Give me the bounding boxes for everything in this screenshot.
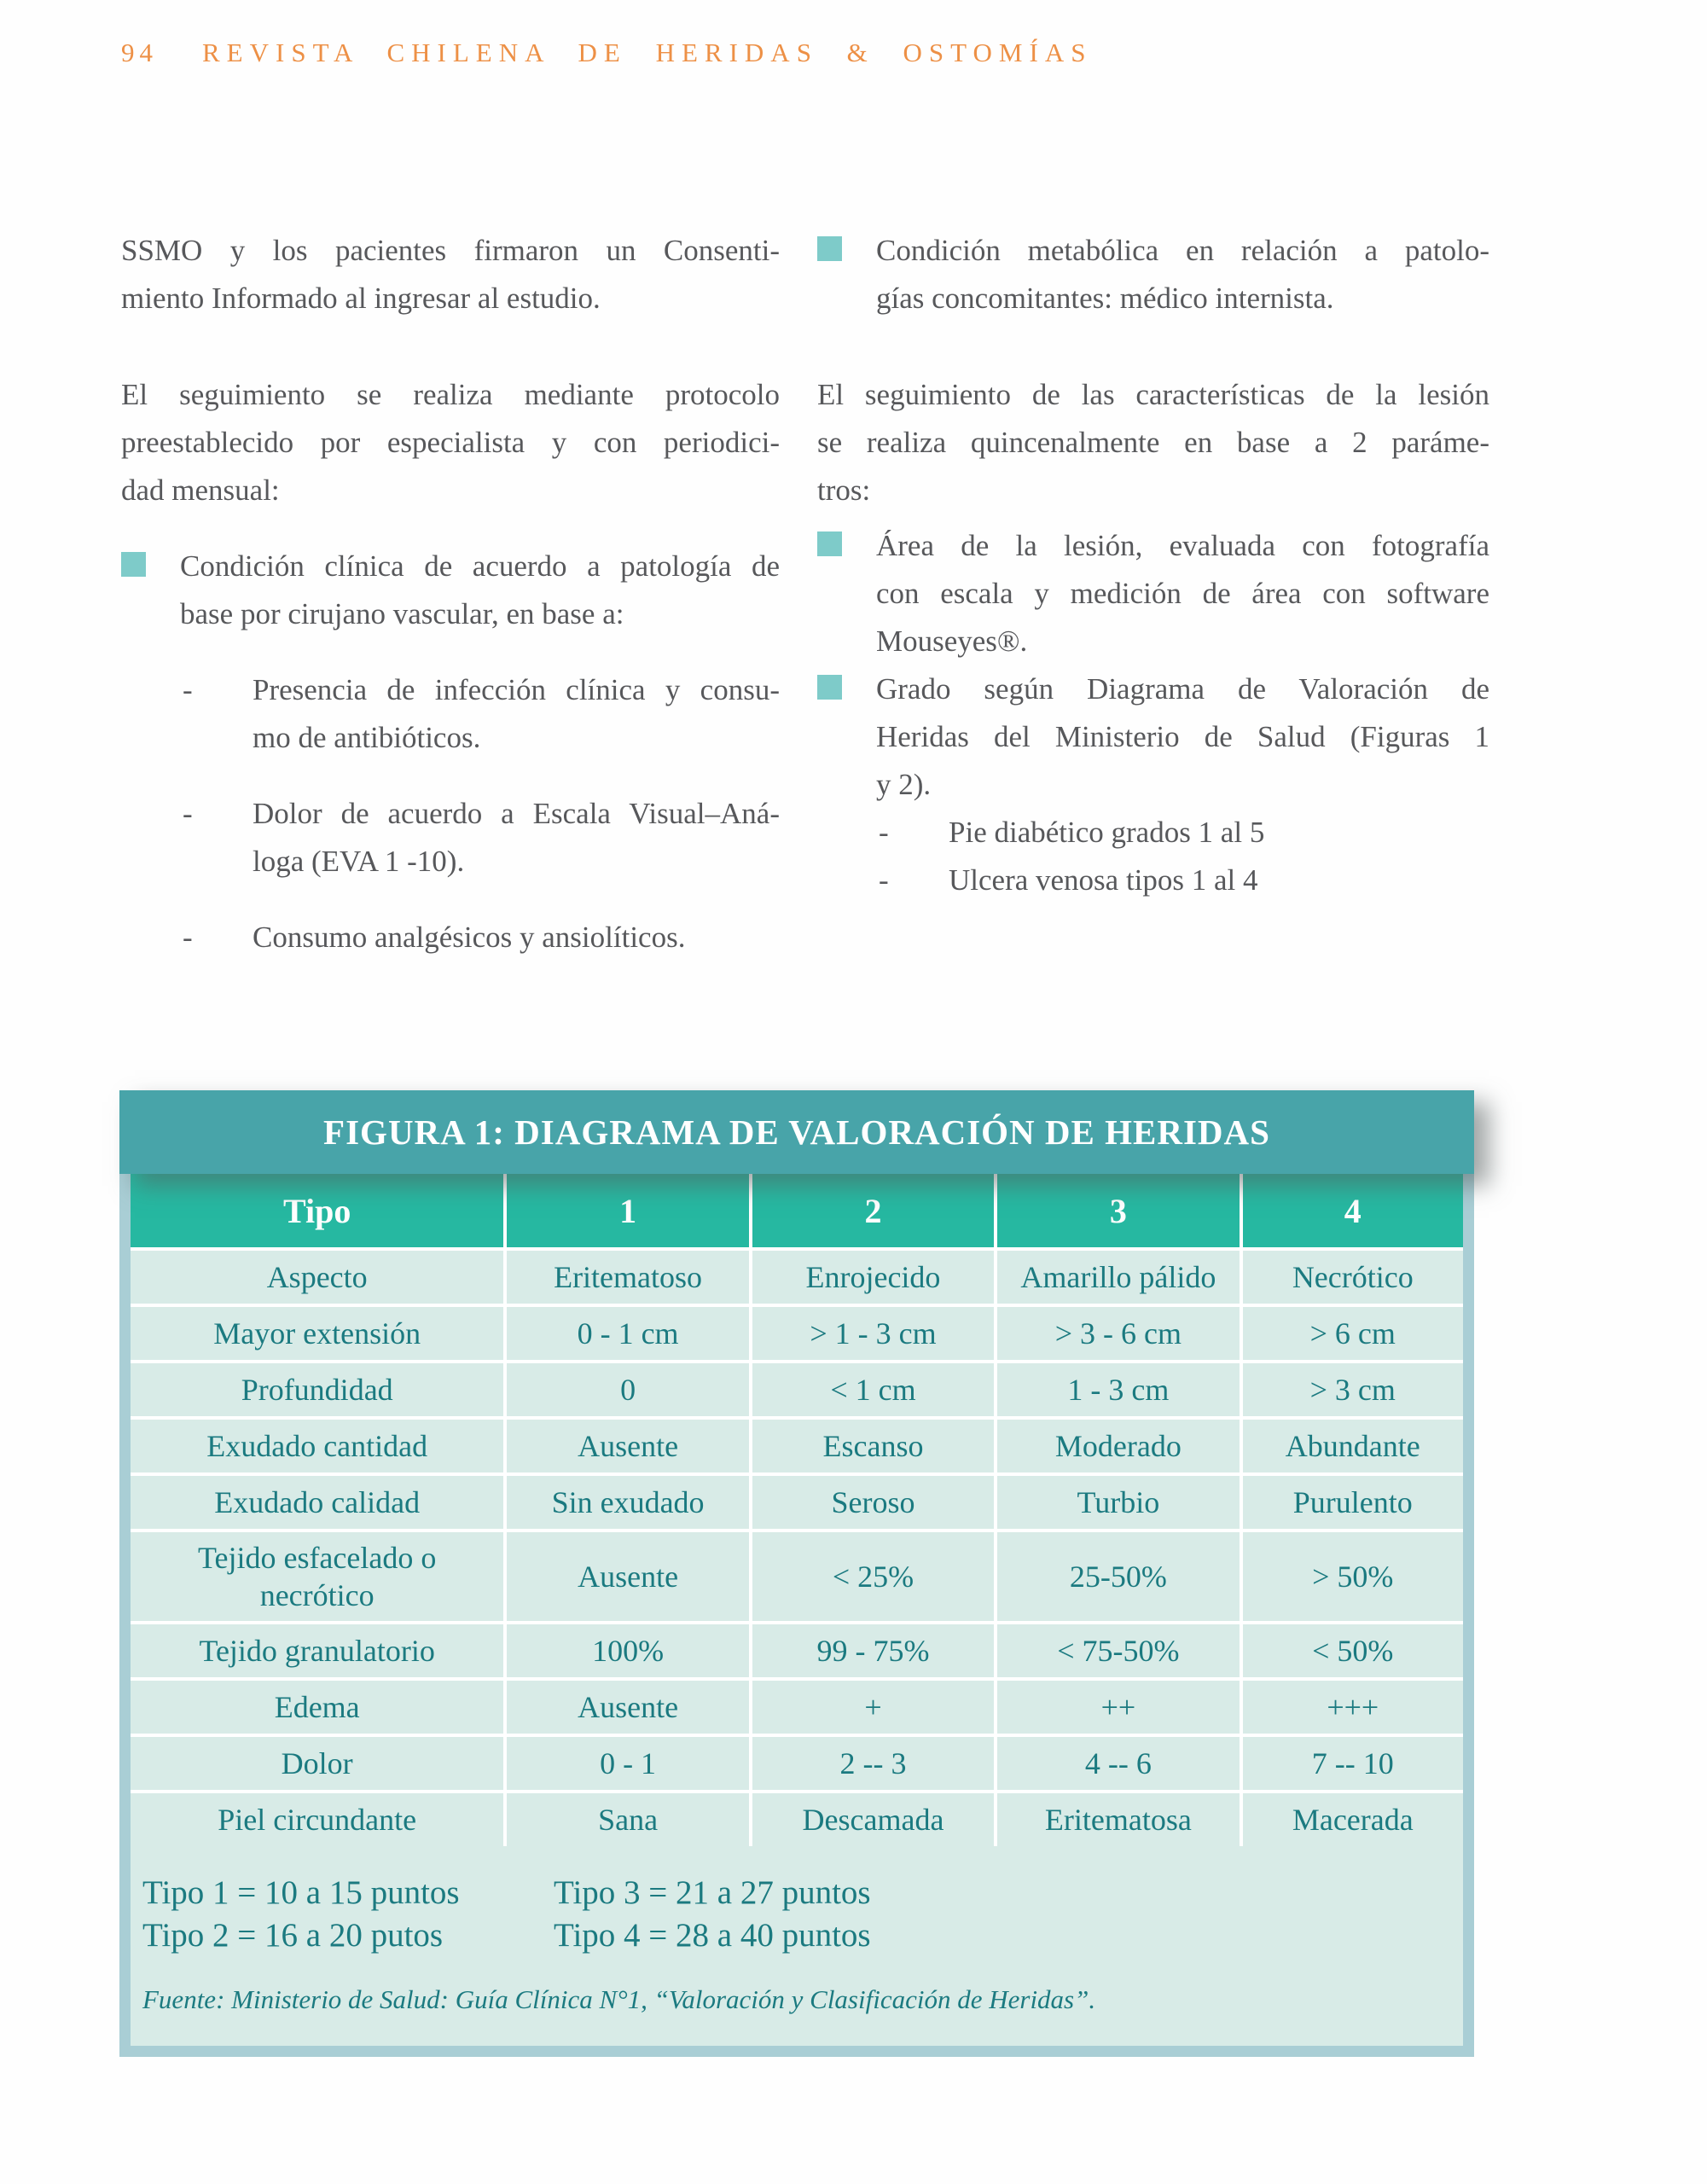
text-line: Ulcera venosa tipos 1 al 4 [949, 863, 1258, 897]
table-header-cell: 1 [503, 1174, 748, 1247]
text-line: y 2). [876, 768, 932, 801]
table-cell: 7 -- 10 [1240, 1737, 1463, 1790]
dash-icon: - [879, 863, 889, 897]
row-label-cell: Tejido esfacelado o necrótico [198, 1541, 437, 1612]
table-cell: Seroso [749, 1476, 994, 1529]
table-cell: > 3 - 6 cm [994, 1307, 1239, 1360]
text-line: gías concomitantes: médico internista. [876, 282, 1334, 315]
table-cell: 0 - 1 cm [503, 1307, 748, 1360]
text-line: Mouseyes®. [876, 624, 1028, 658]
text-line: con escala y medición de área con software [876, 577, 1489, 610]
legend-line: Tipo 4 = 28 a 40 puntos [554, 1917, 871, 1954]
dash-icon: - [183, 673, 193, 706]
table-cell: Enrojecido [749, 1251, 994, 1304]
dash-icon: - [879, 816, 889, 849]
legend-line: Tipo 3 = 21 a 27 puntos [554, 1874, 871, 1911]
bullet-item [817, 227, 1489, 322]
table-cell: Ausente [503, 1532, 748, 1621]
table-row [131, 1677, 1463, 1734]
right-column [817, 227, 1489, 904]
text-line: El seguimiento se realiza mediante protocolo [121, 378, 780, 411]
table-cell: Turbio [994, 1476, 1239, 1529]
subitem-text [949, 809, 1489, 857]
table-cell: Macerada [1240, 1793, 1463, 1846]
bullet-item [817, 665, 1489, 809]
dash-icon: - [183, 921, 193, 954]
table-row [131, 1734, 1463, 1790]
dash-icon: - [183, 797, 193, 830]
page-number: 94 [121, 38, 158, 67]
figure-title: FIGURA 1: DIAGRAMA DE VALORACIÓN DE HERIDAS [323, 1112, 1270, 1152]
text-line: Presencia de infección clínica y consu- [253, 673, 780, 706]
text-line: El seguimiento de las características de la lesión [817, 378, 1489, 411]
paragraph [121, 227, 780, 322]
bullet-square-icon [817, 531, 842, 556]
table-cell: Abundante [1240, 1420, 1463, 1472]
bullet-text [180, 543, 780, 638]
table-cell: 25-50% [994, 1532, 1239, 1621]
row-label-cell: Aspecto [266, 1260, 368, 1294]
bullet-item [817, 522, 1489, 665]
row-label-cell: Piel circundante [218, 1803, 417, 1837]
bullet-text [876, 227, 1489, 322]
bullet-square-icon [121, 552, 146, 577]
text-line: Consumo analgésicos y ansiolíticos. [253, 921, 686, 954]
figure-1 [119, 1090, 1474, 2057]
figure-table-panel [119, 1174, 1474, 2057]
table-row [131, 1416, 1463, 1472]
table-cell: Eritematoso [503, 1251, 748, 1304]
table-cell: < 1 cm [749, 1363, 994, 1416]
dash-subitem [817, 809, 1489, 857]
row-label-cell: Profundidad [241, 1373, 393, 1407]
table-row [131, 1472, 1463, 1529]
left-column [121, 227, 780, 961]
dash-subitem [121, 666, 780, 762]
table-cell: Moderado [994, 1420, 1239, 1472]
row-label-cell: Exudado calidad [214, 1485, 421, 1519]
text-line: se realiza quincenalmente en base a 2 paráme- [817, 426, 1489, 459]
text-line: loga (EVA 1 -10). [253, 845, 465, 878]
text-line: base por cirujano vascular, en base a: [180, 597, 624, 630]
figure-title-bar [119, 1090, 1474, 1174]
table-row [131, 1360, 1463, 1416]
journal-title: REVISTA CHILENA DE HERIDAS & OSTOMÍAS [202, 38, 1093, 67]
table-body [131, 1247, 1463, 1846]
table-header-cell: 3 [994, 1174, 1239, 1247]
table-cell: Escanso [749, 1420, 994, 1472]
text-line: tros: [817, 473, 871, 507]
legend-line: Tipo 1 = 10 a 15 puntos [142, 1874, 460, 1911]
row-label-cell: Exudado cantidad [206, 1429, 428, 1463]
text-line: mo de antibióticos. [253, 721, 481, 754]
table-cell: Ausente [503, 1420, 748, 1472]
row-label-cell: Mayor extensión [213, 1316, 421, 1350]
table-cell: Sana [503, 1793, 748, 1846]
table-header-cell: 4 [1240, 1174, 1463, 1247]
table-cell: Amarillo pálido [994, 1251, 1239, 1304]
row-label-cell: Dolor [281, 1746, 353, 1780]
text-line: Condición metabólica en relación a patolo- [876, 234, 1489, 267]
table-cell: > 1 - 3 cm [749, 1307, 994, 1360]
text-line: preestablecido por especialista y con periodici- [121, 426, 780, 459]
text-line: Condición clínica de acuerdo a patología de [180, 549, 780, 583]
text-line: miento Informado al ingresar al estudio. [121, 282, 601, 315]
row-label-cell: Tejido granulatorio [199, 1634, 435, 1668]
subitem-text [949, 857, 1489, 904]
table-cell: Eritematosa [994, 1793, 1239, 1846]
text-line: Heridas del Ministerio de Salud (Figuras 1 [876, 720, 1489, 753]
table-cell: < 50% [1240, 1624, 1463, 1677]
page-header [121, 38, 1092, 68]
table-cell: Necrótico [1240, 1251, 1463, 1304]
table-cell: 99 - 75% [749, 1624, 994, 1677]
table-row [131, 1304, 1463, 1360]
text-line: Grado según Diagrama de Valoración de [876, 672, 1489, 706]
table-cell: 0 - 1 [503, 1737, 748, 1790]
table-cell: 1 - 3 cm [994, 1363, 1239, 1416]
bullet-text [876, 665, 1489, 809]
bullet-item [121, 543, 780, 638]
table-cell: > 3 cm [1240, 1363, 1463, 1416]
bullet-square-icon [817, 236, 842, 261]
dash-subitem [817, 857, 1489, 904]
bullet-square-icon [817, 675, 842, 700]
paragraph [121, 371, 780, 514]
table-cell: +++ [1240, 1681, 1463, 1734]
text-line: Pie diabético grados 1 al 5 [949, 816, 1265, 849]
table-source-note: Fuente: Ministerio de Salud: Guía Clínica N°1, “Valoración y Clasificación de Heridas”. [142, 1984, 1096, 2014]
table-cell: Ausente [503, 1681, 748, 1734]
legend-line: Tipo 2 = 16 a 20 putos [142, 1917, 444, 1954]
table-cell: > 50% [1240, 1532, 1463, 1621]
table-cell: + [749, 1681, 994, 1734]
table-legend [131, 1846, 1463, 1957]
table-cell: 4 -- 6 [994, 1737, 1239, 1790]
table-cell: Descamada [749, 1793, 994, 1846]
table-cell: Purulento [1240, 1476, 1463, 1529]
bullet-text [876, 522, 1489, 665]
table-header-row [131, 1174, 1463, 1247]
table-cell: < 75-50% [994, 1624, 1239, 1677]
table-cell: Sin exudado [503, 1476, 748, 1529]
table-cell: > 6 cm [1240, 1307, 1463, 1360]
legend-column [554, 1872, 965, 1957]
subitem-text [253, 666, 780, 762]
table-header-cell: Tipo [283, 1191, 351, 1230]
table-cell: ++ [994, 1681, 1239, 1734]
legend-column [142, 1872, 554, 1957]
table-cell: 100% [503, 1624, 748, 1677]
dash-subitem [121, 790, 780, 886]
text-line: dad mensual: [121, 473, 280, 507]
subitem-text [253, 790, 780, 886]
table-cell: 2 -- 3 [749, 1737, 994, 1790]
table-row [131, 1621, 1463, 1677]
row-label-cell: Edema [274, 1690, 360, 1724]
subitem-text [253, 914, 780, 961]
text-line: Área de la lesión, evaluada con fotografía [876, 529, 1489, 562]
text-line: SSMO y los pacientes firmaron un Consenti- [121, 234, 780, 267]
table-header-cell: 2 [749, 1174, 994, 1247]
table-row [131, 1247, 1463, 1304]
paragraph [817, 371, 1489, 514]
table-cell: < 25% [749, 1532, 994, 1621]
table-cell: 0 [503, 1363, 748, 1416]
text-line: Dolor de acuerdo a Escala Visual–Aná- [253, 797, 780, 830]
table-row [131, 1529, 1463, 1621]
table-row [131, 1790, 1463, 1846]
dash-subitem [121, 914, 780, 961]
